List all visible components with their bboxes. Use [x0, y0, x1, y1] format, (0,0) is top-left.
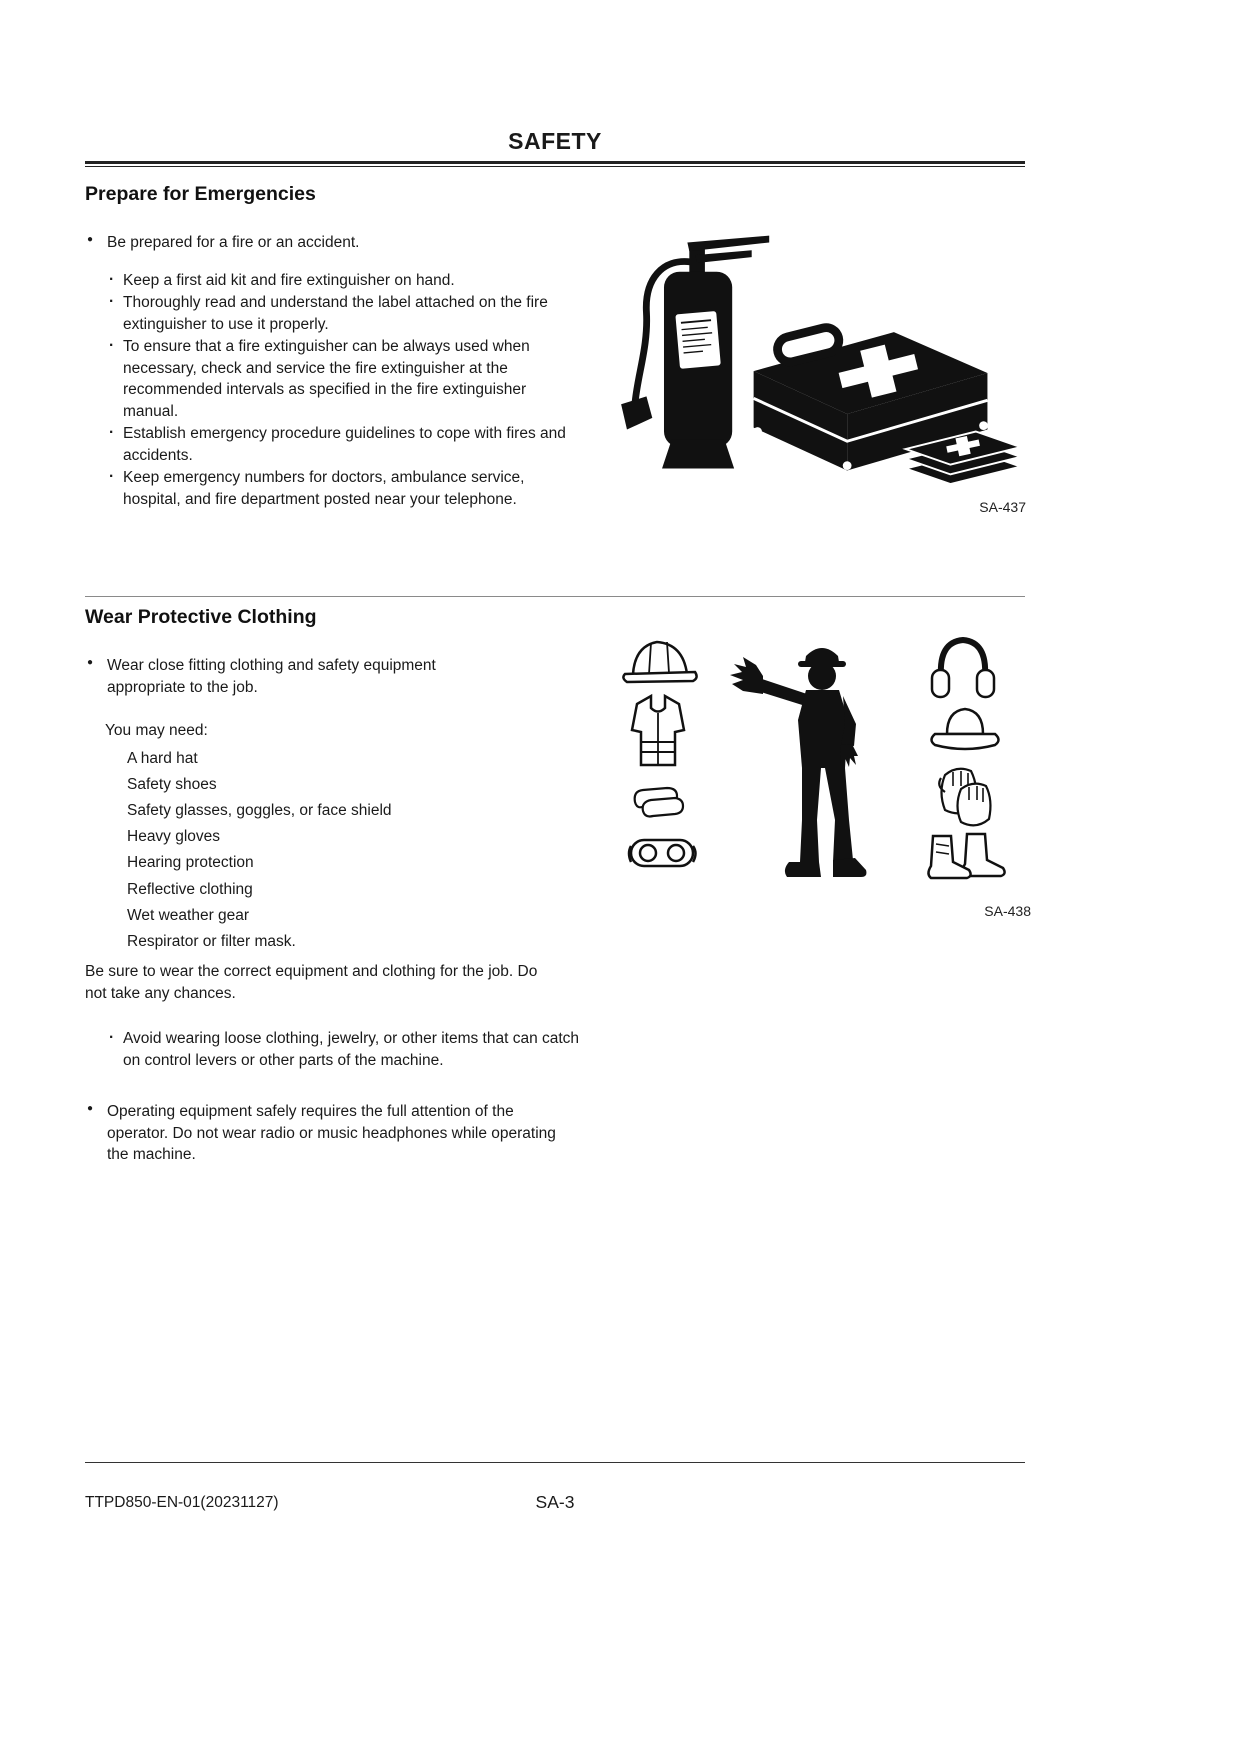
sub-bullet-text: · Establish emergency procedure guidelines to cope with fires and accidents. [123, 425, 566, 464]
figure-caption-sa438: SA-438 [984, 903, 1031, 919]
figure-emergency-equipment [600, 223, 1030, 515]
gloves-icon [939, 769, 990, 826]
paragraph: Be sure to wear the correct equipment and clothing for the job. Do not take any chances. [85, 963, 538, 1002]
equipment-item: Safety shoes [127, 775, 217, 793]
footer-rule [85, 1462, 1025, 1463]
emergency-equipment-illustration [600, 223, 1030, 488]
equipment-item: A hard hat [127, 749, 198, 767]
equipment-item: Heavy gloves [127, 828, 221, 846]
equipment-item: Hearing protection [127, 854, 254, 872]
sub-bullet [107, 270, 577, 292]
sub-bullet [107, 423, 577, 466]
sub-bullet-text: · Avoid wearing loose clothing, jewelry, or other items that can catch on control levers or other parts of the machine. [123, 1030, 580, 1069]
bullet-text: ● Operating equipment safely requires the full attention of the operator. Do not wear radio or music headphones while operating the machine. [107, 1103, 556, 1164]
equipment-item: Wet weather gear [127, 906, 250, 924]
protective-clothing-illustration [605, 634, 1035, 892]
equipment-item: Reflective clothing [127, 880, 253, 898]
figure-caption-sa437: SA-437 [979, 499, 1026, 515]
rain-hat-icon [932, 709, 999, 749]
section-title-clothing: Wear Protective Clothing [85, 606, 317, 628]
section-wear-protective-clothing [85, 606, 1031, 1206]
section-divider [85, 596, 1025, 597]
equipment-item: Respirator or filter mask. [127, 932, 296, 950]
sub-bullet [107, 467, 577, 510]
safety-boots-icon [929, 834, 1005, 878]
sub-bullet-text: · To ensure that a fire extinguisher can be always used when necessary, check and service the fire extinguisher at the recommended intervals as specified in the fire extinguisher manual. [123, 338, 530, 420]
sub-bullet-list [107, 1028, 580, 1071]
work-gloves-small-icon [635, 788, 683, 816]
section-prepare-for-emergencies [85, 183, 1028, 593]
bullet-text: ● Be prepared for a fire or an accident. [107, 234, 360, 251]
sub-bullet-text: · Keep a first aid kit and fire extinguisher on hand. [123, 271, 455, 289]
figure-protective-clothing [605, 634, 1035, 919]
worker-figure [730, 648, 866, 877]
equipment-item: Safety glasses, goggles, or face shield [127, 801, 392, 819]
section-title-emergencies: Prepare for Emergencies [85, 183, 316, 205]
header-double-rule [85, 161, 1025, 167]
safety-vest-icon [632, 696, 684, 765]
equipment-list [127, 746, 567, 956]
hard-hat-icon [623, 642, 696, 682]
bullet-text: ● Wear close fitting clothing and safety equipment appropriate to the job. [107, 657, 436, 696]
page-title: SAFETY [508, 128, 602, 154]
safety-goggles-icon [629, 840, 696, 866]
fire-extinguisher-illustration [621, 236, 769, 469]
footer [85, 1492, 1025, 1522]
sub-bullet-list [107, 270, 577, 511]
bullet-item [85, 232, 565, 254]
sub-bullet-text: · Thoroughly read and understand the label attached on the fire extinguisher to use it properly. [123, 294, 548, 333]
sub-bullet [107, 336, 577, 422]
page-number: SA-3 [535, 1492, 575, 1512]
sub-bullet [107, 292, 577, 335]
sub-bullet-text: · Keep emergency numbers for doctors, ambulance service, hospital, and fire department posted near your telephone. [123, 469, 525, 508]
document-number: TTPD850-EN-01(20231127) [85, 1494, 279, 1511]
sub-bullet [107, 1028, 580, 1071]
bullet-item [85, 1101, 1028, 1166]
ear-muffs-icon [932, 640, 994, 697]
need-intro: You may need: [105, 722, 208, 739]
